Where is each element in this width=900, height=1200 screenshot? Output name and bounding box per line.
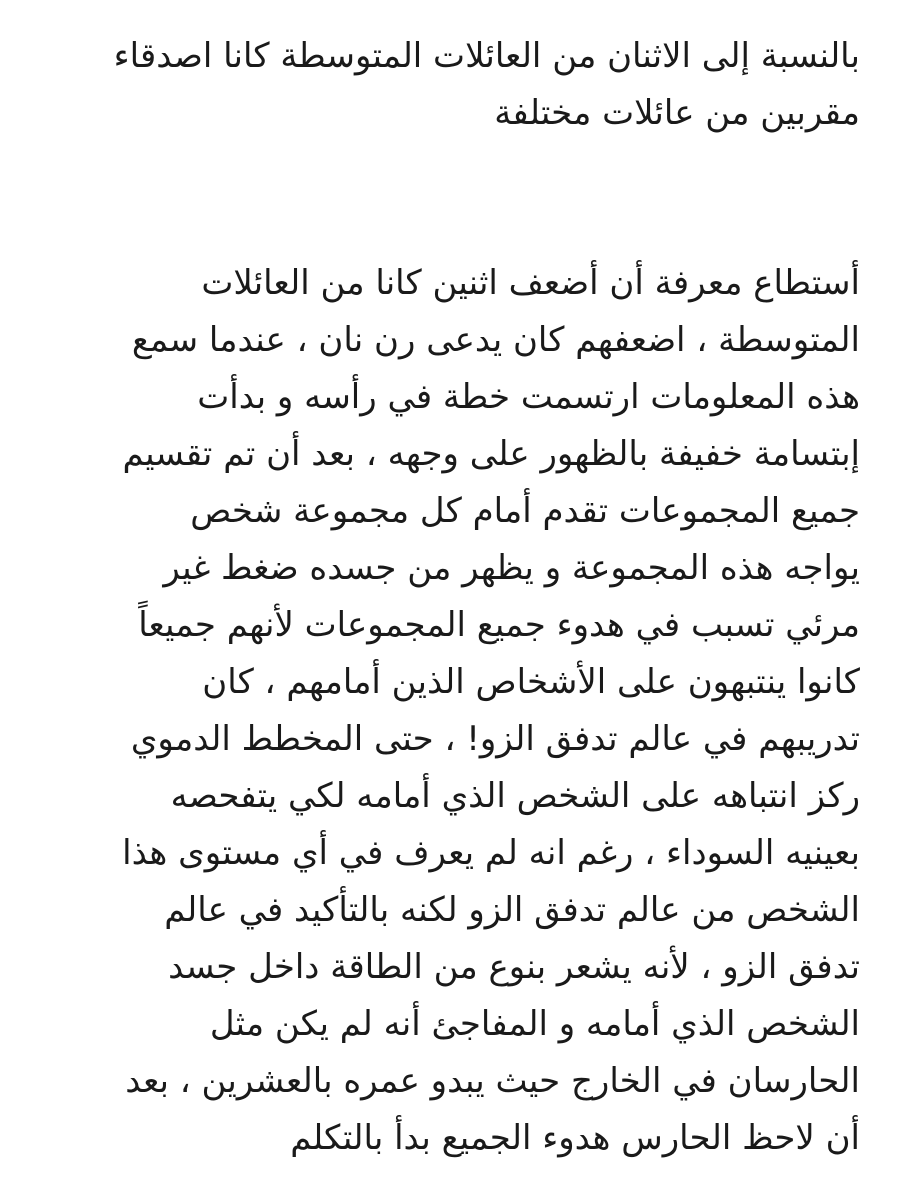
- text-line: ركز انتباهه على الشخص الذي أمامه لكي يتفحصه: [170, 776, 860, 816]
- text-line: هذه المعلومات ارتسمت خطة في رأسه و بدأت: [197, 377, 860, 417]
- text-line: الشخص الذي أمامه و المفاجئ أنه لم يكن مثل: [209, 1004, 860, 1044]
- paragraph-1: [60, 28, 860, 142]
- text-line: بعينيه السوداء ، رغم انه لم يعرف في أي مستوى هذا: [122, 833, 860, 873]
- text-line: تدفق الزو ، لأنه يشعر بنوع من الطاقة داخل جسد: [168, 947, 860, 987]
- text-line: جميع المجموعات تقدم أمام كل مجموعة شخص: [190, 491, 860, 531]
- text-line: أستطاع معرفة أن أضعف اثنين كانا من العائلات: [201, 263, 860, 303]
- paragraph-2: [60, 255, 860, 1167]
- text-line: الحارسان في الخارج حيث يبدو عمره بالعشرين ، بعد: [125, 1061, 860, 1101]
- text-line: الشخص من عالم تدفق الزو لكنه بالتأكيد في عالم: [164, 890, 860, 930]
- text-line: كانوا ينتبهون على الأشخاص الذين أمامهم ، كان: [202, 662, 860, 702]
- text-line: إبتسامة خفيفة بالظهور على وجهه ، بعد أن تم تقسيم: [122, 434, 860, 474]
- text-line: مرئي تسبب في هدوء جميع المجموعات لأنهم جميعاً: [138, 605, 860, 645]
- text-line: بالنسبة إلى الاثنان من العائلات المتوسطة كانا اصدقاء: [113, 36, 860, 76]
- text-line: تدريبهم في عالم تدفق الزو! ، حتى المخطط الدموي: [130, 719, 860, 759]
- text-line: مقربين من عائلات مختلفة: [494, 93, 860, 133]
- text-line: أن لاحظ الحارس هدوء الجميع بدأ بالتكلم: [290, 1118, 860, 1158]
- text-line: يواجه هذه المجموعة و يظهر من جسده ضغط غير: [163, 548, 860, 588]
- text-line: المتوسطة ، اضعفهم كان يدعى رن نان ، عندما سمع: [131, 320, 860, 360]
